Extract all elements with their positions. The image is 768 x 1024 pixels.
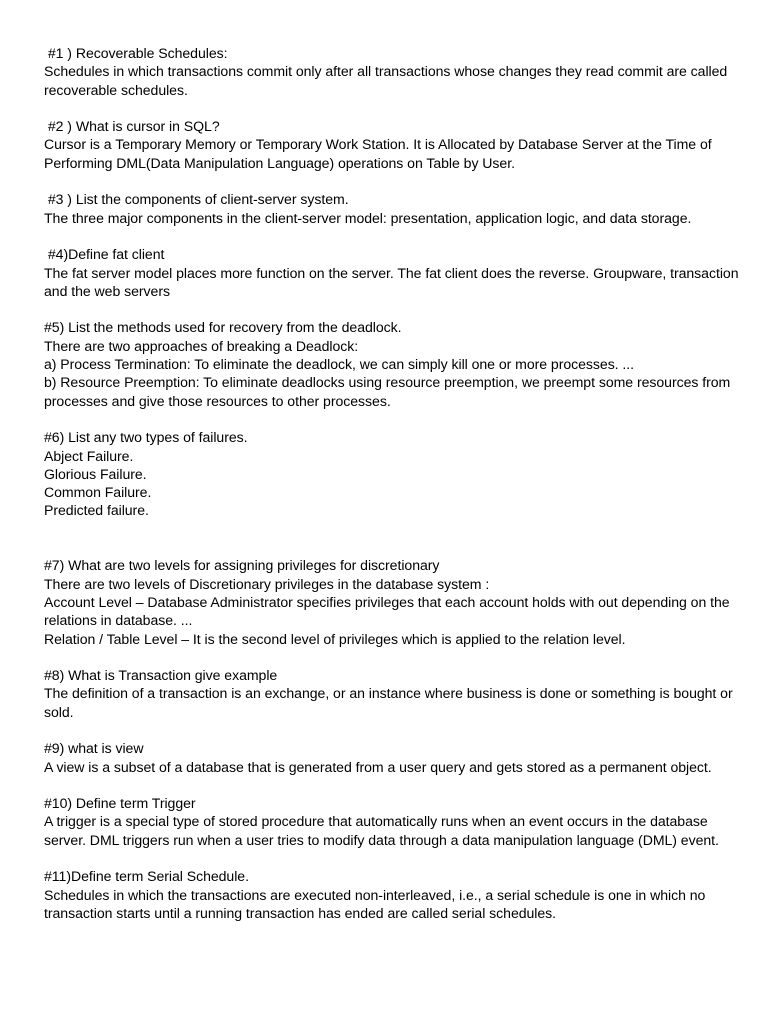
answer-line: Abject Failure. — [44, 447, 134, 464]
qa-item-6 — [44, 428, 744, 519]
answer-line: A trigger is a special type of stored procedure that automatically runs when an event occurs in the database server. DML triggers run when a user tries to modify data through a data manipulation language (DML) event. — [44, 813, 719, 848]
answer-line: The definition of a transaction is an exchange, or an instance where business is done or something is bought or sold. — [44, 685, 733, 720]
answer-line: b) Resource Preemption: To eliminate deadlocks using resource preemption, we preempt some resources from processes and give those resources to other processes. — [44, 374, 731, 409]
answer-line: Predicted failure. — [44, 502, 149, 519]
qa-item-8 — [44, 666, 744, 721]
answer-line: Schedules in which transactions commit only after all transactions whose changes they read commit are called recoverable schedules. — [44, 63, 728, 98]
answer-line: Cursor is a Temporary Memory or Temporary Work Station. It is Allocated by Database Server at the Time of Performing DML(Data Manipulation Language) operations on Table by User. — [44, 136, 712, 171]
answer-line: A view is a subset of a database that is generated from a user query and gets stored as a permanent object. — [44, 758, 712, 775]
document-page — [44, 44, 744, 941]
qa-item-9 — [44, 739, 744, 776]
answer-line: Relation / Table Level – It is the second level of privileges which is applied to the relation level. — [44, 630, 626, 647]
question-heading: #3 ) List the components of client-server system. — [44, 191, 349, 208]
question-heading: #4)Define fat client — [44, 246, 165, 263]
answer-line: Common Failure. — [44, 484, 152, 501]
qa-item-11 — [44, 867, 744, 922]
question-heading: #6) List any two types of failures. — [44, 429, 248, 446]
question-heading: #9) what is view — [44, 740, 144, 757]
question-heading: #7) What are two levels for assigning privileges for discretionary — [44, 557, 440, 574]
qa-item-10 — [44, 794, 744, 849]
answer-line: a) Process Termination: To eliminate the deadlock, we can simply kill one or more processes. ... — [44, 356, 635, 373]
question-heading: #11)Define term Serial Schedule. — [44, 868, 249, 885]
question-heading: #5) List the methods used for recovery from the deadlock. — [44, 319, 402, 336]
qa-item-1 — [44, 44, 744, 99]
answer-line: There are two approaches of breaking a Deadlock: — [44, 337, 359, 354]
answer-line: The three major components in the client-server model: presentation, application logic, and data storage. — [44, 209, 692, 226]
qa-item-3 — [44, 190, 744, 227]
question-heading: #10) Define term Trigger — [44, 795, 196, 812]
answer-line: Account Level – Database Administrator specifies privileges that each account holds with out depending on the relations in database. ... — [44, 593, 730, 629]
question-heading: #2 ) What is cursor in SQL? — [44, 118, 220, 135]
answer-line: Glorious Failure. — [44, 465, 147, 482]
qa-item-5 — [44, 318, 744, 409]
qa-item-4 — [44, 245, 744, 300]
question-heading: #8) What is Transaction give example — [44, 667, 278, 684]
qa-item-7 — [44, 556, 744, 647]
question-heading: #1 ) Recoverable Schedules: — [44, 45, 228, 61]
answer-line: The fat server model places more function on the server. The fat client does the reverse. Groupware, transaction and the web servers — [44, 264, 739, 299]
qa-item-2 — [44, 117, 744, 172]
answer-line: Schedules in which the transactions are executed non-interleaved, i.e., a serial schedule is one in which no transaction starts until a running transaction has ended are called serial schedules. — [44, 886, 706, 921]
answer-line: There are two levels of Discretionary privileges in the database system : — [44, 575, 490, 592]
